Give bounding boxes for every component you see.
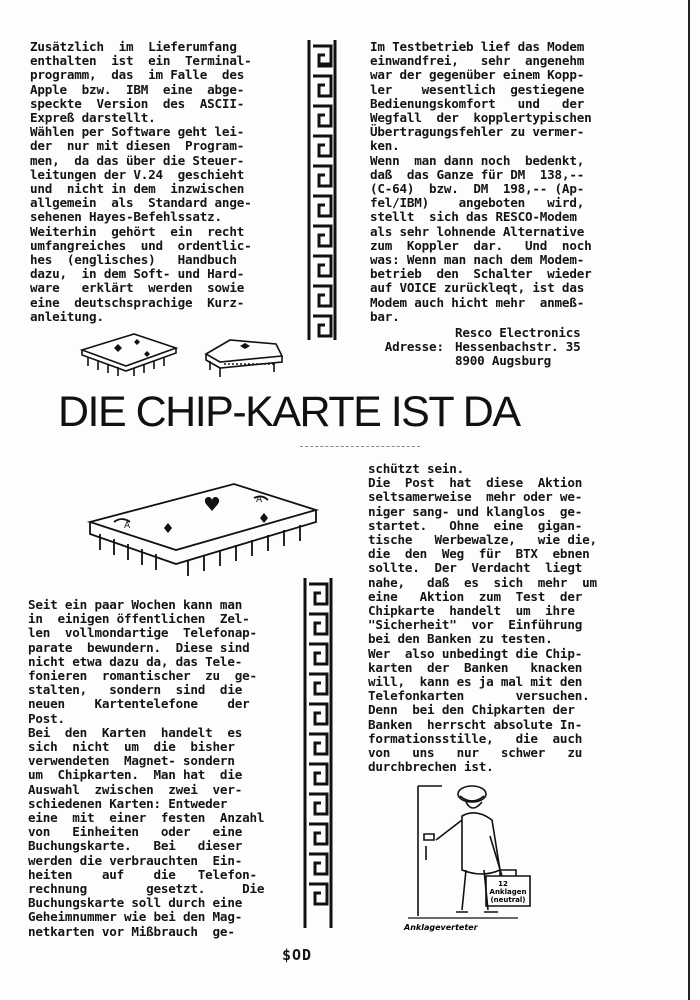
text-line: (C-64) bzw. DM 198,-- (Ap- — [370, 181, 585, 197]
text-line: Denn bei den Chipkarten der — [368, 702, 575, 718]
page-footer: $OD — [282, 946, 313, 964]
text-line: Banken herrscht absolute In- — [368, 716, 583, 732]
text-line: einwandfrei, sehr angenehm — [370, 53, 585, 69]
text-line: Apple bzw. IBM eine abge- — [30, 81, 245, 97]
address-line-2: Hessenbachstr. 35 — [455, 339, 581, 354]
case-label-number: 12 — [498, 880, 508, 888]
text-line: Übertragungsfehler zu vermer- — [370, 124, 585, 140]
text-line: parate bewundern. Diese sind — [28, 639, 250, 655]
text-line: verwendeten Magnet- sondern — [28, 753, 235, 769]
text-line: auf VOICE zurückleqt, ist das — [370, 280, 585, 296]
text-line: Modem auch hicht mehr anmeß- — [370, 294, 585, 310]
text-line: niger sang- und klanglos ge- — [368, 503, 583, 519]
text-line: dazu, in dem Soft- und Hard- — [30, 266, 245, 282]
chip-card-illustration — [84, 470, 324, 590]
text-line: schützt sein. — [368, 461, 464, 476]
text-line: sich nicht um die bisher — [28, 739, 235, 755]
text-line: von Einheiten oder eine — [28, 824, 243, 840]
cartoon-caption: Anklageverteter — [404, 923, 478, 932]
text-line: Bedienungskomfort und der — [370, 95, 585, 111]
text-line: Expreß darstellt. — [30, 110, 156, 126]
text-line: sehenen Hayes-Befehlssatz. — [30, 209, 222, 225]
text-line: netkarten vor Mißbrauch ge- — [28, 923, 235, 939]
text-line: eine deutschsprachige Kurz- — [30, 294, 245, 310]
svg-text:A: A — [256, 495, 263, 505]
case-label-sub: (neutral) — [490, 896, 526, 904]
text-line: startet. Ohne eine gigan- — [368, 517, 583, 533]
text-line: Die Post hat diese Aktion — [368, 475, 583, 491]
text-line: umfangreiches und ordentlic- — [30, 237, 252, 253]
greek-key-motif — [313, 226, 331, 246]
greek-key-motif — [309, 794, 327, 814]
greek-key-motif — [313, 286, 331, 306]
text-line: Post. — [28, 710, 65, 726]
text-line: Buchungskarte soll durch eine — [28, 895, 243, 911]
text-line: in einigen öffentlichen Zel- — [28, 611, 250, 627]
text-line: stellt sich das RESCO-Modem — [370, 209, 577, 225]
text-line: Weiterhin gehört ein recht — [30, 223, 245, 239]
address-label: Adresse: — [384, 339, 444, 355]
text-line: eine Aktion zum Test der — [368, 588, 583, 604]
text-line: Im Testbetrieb lief das Modem — [370, 39, 585, 54]
text-line: fel/IBM) angeboten wird, — [370, 195, 585, 211]
headline-underline — [300, 446, 420, 447]
text-line: Telefonkarten versuchen. — [368, 688, 590, 704]
text-line: Buchungskarte. Bei dieser — [28, 838, 243, 854]
text-line: werden die verbrauchten Ein- — [28, 852, 243, 868]
top-left-column — [30, 40, 251, 324]
text-line: will, kann es ja mal mit den — [368, 674, 583, 690]
text-line: nicht etwa dazu da, das Tele- — [28, 653, 243, 669]
text-line: nahe, daß es sich mehr um — [368, 574, 597, 590]
chip-drawing-left — [74, 328, 184, 378]
text-line: len vollmondartige Telefonap- — [28, 625, 257, 641]
page-headline: DIE CHIP-KARTE IST DA — [58, 388, 520, 436]
text-line: "Sicherheit" vor Einführung — [368, 617, 583, 633]
text-line: Wegfall der kopplertypischen — [370, 110, 592, 126]
greek-key-motif — [313, 316, 331, 336]
text-line: schiedenen Karten: Entweder — [28, 795, 228, 811]
text-line: seltsamerweise mehr oder we- — [368, 489, 583, 505]
text-line: was: Wenn man nach dem Modem- — [370, 252, 585, 268]
greek-key-motif — [309, 674, 327, 694]
text-line: stalten, sondern sind die — [28, 682, 243, 698]
text-line: neuen Kartentelefone der — [28, 696, 250, 712]
greek-key-motif — [313, 166, 331, 186]
greek-key-motif — [309, 734, 327, 754]
text-line: durchbrechen ist. — [368, 759, 494, 775]
text-line: um Chipkarten. Man hat die — [28, 767, 243, 783]
text-line: rechnung gesetzt. Die — [28, 881, 265, 897]
text-line: Geheimnummer wie bei den Mag- — [28, 909, 243, 925]
text-line: programm, das im Falle des — [30, 67, 245, 83]
greek-key-motif — [313, 76, 331, 96]
text-line: war der gegenüber einem Kopp- — [370, 67, 585, 83]
greek-key-motif — [309, 854, 327, 874]
address-line-1: Resco Electronics — [455, 325, 581, 340]
greek-key-border-bottom — [302, 578, 334, 928]
greek-key-motif — [309, 614, 327, 634]
text-line: von uns nur schwer zu — [368, 745, 583, 761]
cartoon-prosecutor-illustration — [400, 776, 550, 936]
bottom-left-column — [28, 598, 264, 939]
text-line: fonieren romantischer zu ge- — [28, 668, 257, 684]
address-block — [370, 325, 581, 397]
scan-edge-right — [688, 0, 690, 1000]
text-line: daß das Ganze für DM 138,-- — [370, 166, 585, 182]
top-right-column — [370, 40, 591, 324]
text-line: allgemein als Standard ange- — [30, 195, 252, 211]
text-line: Wenn man dann noch bedenkt, — [370, 152, 585, 168]
text-line: men, da das über die Steuer- — [30, 152, 245, 168]
greek-key-motif — [313, 106, 331, 126]
text-line: ken. — [370, 138, 400, 154]
text-line: karten der Banken knacken — [368, 659, 583, 675]
greek-key-motif — [309, 764, 327, 784]
greek-key-motif — [309, 644, 327, 664]
greek-key-motif — [309, 824, 327, 844]
text-line: speckte Version des ASCII- — [30, 95, 245, 111]
greek-key-motif — [313, 136, 331, 156]
greek-key-motif — [313, 256, 331, 276]
svg-text:A: A — [124, 521, 131, 531]
text-line: Auswahl zwischen zwei ver- — [28, 781, 243, 797]
greek-key-motif — [313, 196, 331, 216]
text-line: eine mit einer festen Anzahl — [28, 810, 265, 826]
text-line: formationsstille, die auch — [368, 730, 583, 746]
text-line: ler wesentlich gestiegene — [370, 81, 585, 97]
text-line: leitungen der V.24 geschieht — [30, 166, 245, 182]
text-line: Zusätzlich im Lieferumfang — [30, 39, 237, 54]
text-line: Seit ein paar Wochen kann man — [28, 597, 243, 612]
text-line: Wer also unbedingt die Chip- — [368, 645, 583, 661]
text-line: Chipkarte handelt um ihre — [368, 603, 575, 619]
text-line: bei den Banken zu testen. — [368, 631, 553, 647]
text-line: der nur mit diesen Program- — [30, 138, 245, 154]
text-line: und nicht in dem inzwischen — [30, 181, 245, 197]
text-line: tische Werbewalze, wie die, — [368, 532, 597, 548]
text-line: bar. — [370, 308, 400, 324]
text-line: Bei den Karten handelt es — [28, 724, 243, 740]
case-label-text: Anklagen — [489, 888, 527, 896]
text-line: anleitung. — [30, 308, 104, 324]
bottom-right-column — [368, 462, 597, 774]
text-line: die den Weg für BTX ebnen — [368, 546, 590, 562]
text-line: Wählen per Software geht lei- — [30, 124, 245, 140]
text-line: ware erklärt werden sowie — [30, 280, 245, 296]
text-line: zum Koppler dar. Und noch — [370, 237, 592, 253]
text-line: als sehr lohnende Alternative — [370, 223, 585, 239]
text-line: heiten auf die Telefon- — [28, 866, 257, 882]
text-line: sollte. Der Verdacht liegt — [368, 560, 583, 576]
text-line: betrieb den Schalter wieder — [370, 266, 592, 282]
greek-key-border-top — [306, 40, 338, 340]
chip-drawing-right — [200, 330, 290, 380]
greek-key-motif — [309, 884, 327, 904]
text-line: enthalten ist ein Terminal- — [30, 53, 252, 69]
greek-key-motif — [309, 704, 327, 724]
text-line: hes (englisches) Handbuch — [30, 252, 237, 268]
address-line-3: 8900 Augsburg — [455, 353, 551, 368]
